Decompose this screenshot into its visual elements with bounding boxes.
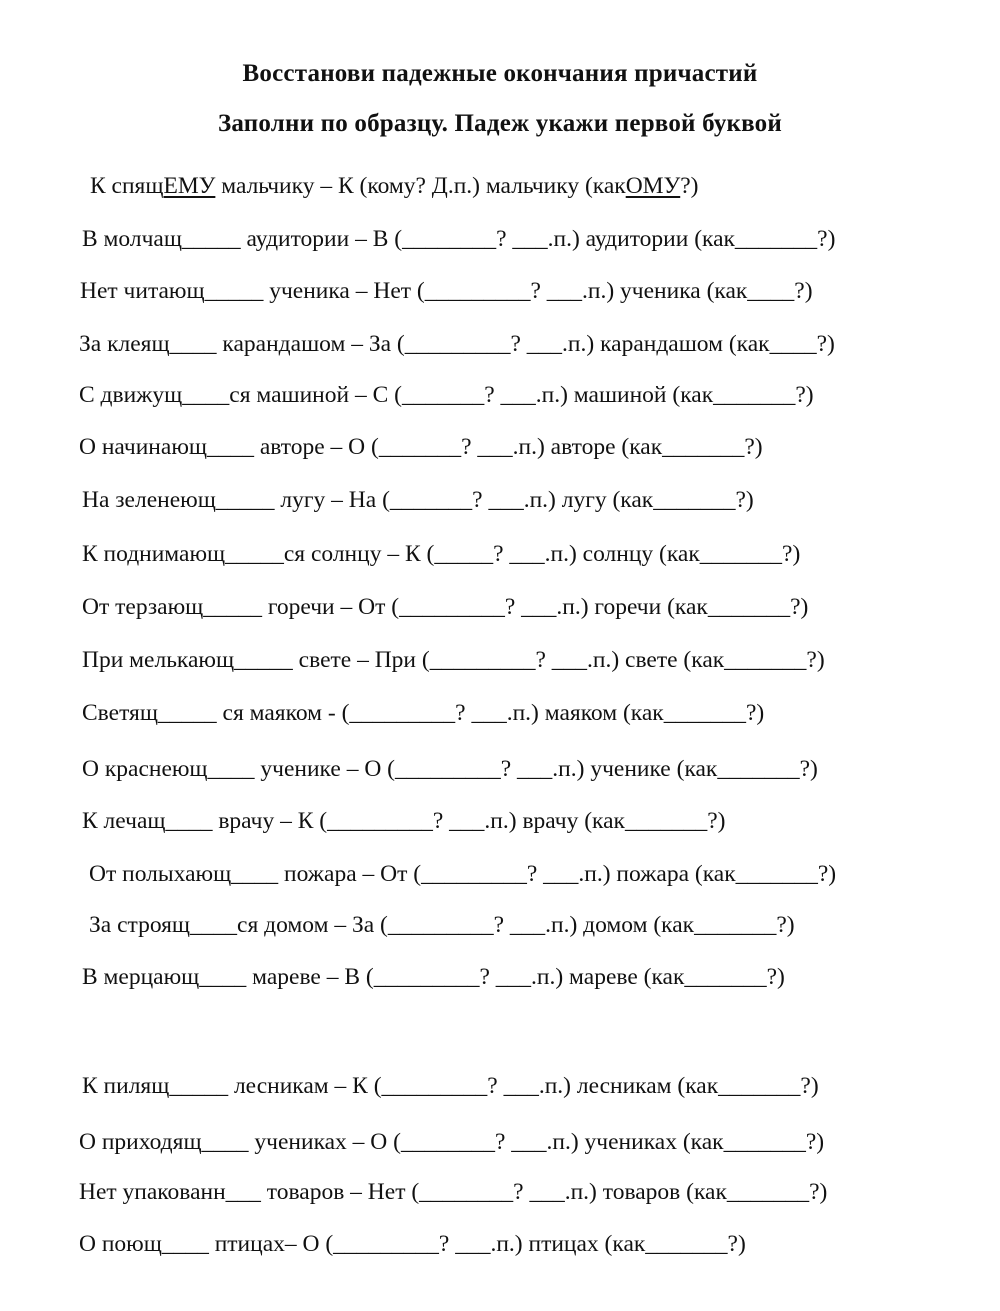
example-ending-2: ОМУ xyxy=(625,173,681,199)
page-title: Восстанови падежные окончания причастий xyxy=(242,60,758,87)
exercise-line: За строящ____ся домом – За (_________? ___.п.) домом (как_______?) xyxy=(89,912,795,938)
example-part-1: К спящ xyxy=(90,173,164,199)
example-part-3: ?) xyxy=(680,173,699,199)
exercise-line: О поющ____ птицах– О (_________? ___.п.) птицах (как_______?) xyxy=(79,1231,746,1257)
exercise-line: Светящ_____ ся маяком - (_________? ___.п.) маяком (как_______?) xyxy=(82,700,765,726)
page-subtitle: Заполни по образцу. Падеж укажи первой буквой xyxy=(218,110,782,137)
exercise-line: К пилящ_____ лесникам – К (_________? ___.п.) лесникам (как_______?) xyxy=(82,1073,819,1099)
exercise-line: От полыхающ____ пожара – От (_________? ___.п.) пожара (как_______?) xyxy=(89,861,837,887)
exercise-line: О приходящ____ учениках – О (________? ___.п.) учениках (как_______?) xyxy=(79,1129,825,1155)
exercise-line: Нет упакованн___ товаров – Нет (________? ___.п.) товаров (как_______?) xyxy=(79,1179,828,1205)
exercise-line: В молчащ_____ аудитории – В (________? ___.п.) аудитории (как_______?) xyxy=(82,226,836,252)
exercise-line: За клеящ____ карандашом – За (_________? ___.п.) карандашом (как____?) xyxy=(79,331,835,357)
exercise-line: Нет читающ_____ ученика – Нет (_________? ___.п.) ученика (как____?) xyxy=(80,278,813,304)
example-part-2: мальчику – К (кому? Д.п.) мальчику (как xyxy=(215,173,626,199)
exercise-line: К лечащ____ врачу – К (_________? ___.п.) врачу (как_______?) xyxy=(82,808,726,834)
exercise-line: В мерцающ____ мареве – В (_________? ___.п.) мареве (как_______?) xyxy=(82,964,785,990)
exercise-line: На зеленеющ_____ лугу – На (_______? ___.п.) лугу (как_______?) xyxy=(82,487,754,513)
exercise-line: От терзающ_____ горечи – От (_________? ___.п.) горечи (как_______?) xyxy=(82,594,809,620)
example-line xyxy=(90,171,698,201)
exercise-line: О начинающ____ авторе – О (_______? ___.п.) авторе (как_______?) xyxy=(79,434,763,460)
exercise-line: К поднимающ_____ся солнцу – К (_____? ___.п.) солнцу (как_______?) xyxy=(82,541,801,567)
exercise-line: При мелькающ_____ свете – При (_________? ___.п.) свете (как_______?) xyxy=(82,647,825,673)
exercise-line: О краснеющ____ ученике – О (_________? ___.п.) ученике (как_______?) xyxy=(82,756,818,782)
example-ending-1: ЕМУ xyxy=(163,173,216,199)
exercise-line: С движущ____ся машиной – С (_______? ___.п.) машиной (как_______?) xyxy=(79,382,814,408)
